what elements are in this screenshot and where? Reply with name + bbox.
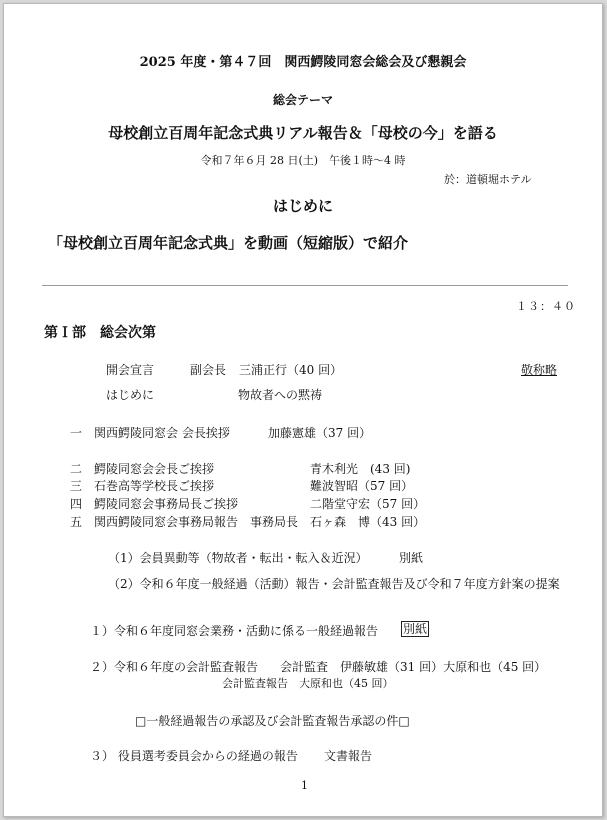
honorific-note: 敬称略	[521, 363, 558, 377]
document-heading: 2025 年度・第４７回 関西鰐陵同窓会総会及び懇親会	[139, 55, 467, 70]
part-title: 第Ｉ部 総会次第	[44, 325, 156, 341]
report-2-auditors: 会計監査 伊藤敏雄（31 回）大原和也（45 回）	[280, 660, 547, 674]
time-mark: １３：４０	[516, 300, 576, 313]
item-name: 青木利光 (43 回)	[310, 462, 411, 476]
report-2-subline: 会計監査報告 大原和也（45 回）	[222, 677, 394, 690]
item-title: 鰐陵同窓会事務局長ご挨拶	[94, 497, 239, 511]
report-3-note: 文書報告	[324, 749, 373, 763]
report-1-note	[401, 623, 429, 635]
item-name: 加藤憲雄（37 回）	[268, 426, 372, 440]
date-line: 令和７年６月 28 日(土) 午後１時〜4 時	[200, 154, 406, 167]
sub-item-note: 別紙	[399, 551, 424, 565]
sub-item-text: （1）会員異動等（物故者・転出・転入＆近況）	[108, 551, 368, 565]
item-title: 鰐陵同窓会会長ご挨拶	[94, 462, 215, 476]
item-title: 関西鰐陵同窓会事務局報告 事務局長	[94, 515, 299, 529]
item-number: 五	[70, 515, 83, 529]
item-name: 二階堂守宏（57 回）	[310, 497, 426, 511]
report-1-text: １）令和６年度同窓会業務・活動に係る一般経過報告	[90, 624, 379, 638]
opening-name: 三浦正行（40 回）	[239, 363, 343, 377]
item-title: 石巻高等学校長ご挨拶	[94, 479, 215, 493]
page-number: 1	[301, 779, 308, 792]
item-title: 関西鰐陵同窓会 会長挨拶	[94, 426, 230, 440]
item-number: 一	[70, 426, 83, 440]
item-name: 難波智昭（57 回）	[310, 479, 414, 493]
report-3-text: ３） 役員選考委員会からの経過の報告	[90, 749, 298, 763]
approval-line: □一般経過報告の承認及び会計監査報告承認の件□	[135, 714, 410, 728]
intro-row-label: はじめに	[106, 388, 155, 402]
theme-label: 総会テーマ	[272, 93, 333, 107]
intro-row-text: 物故者への黙祷	[238, 388, 323, 402]
opening-role: 副会長	[190, 363, 227, 377]
theme-title: 母校創立百周年記念式典リアル報告＆「母校の今」を語る	[108, 124, 498, 142]
divider	[42, 285, 568, 286]
attachment-tag: 別紙	[403, 622, 428, 636]
intro-text: 「母校創立百周年記念式典」を動画（短縮版）で紹介	[48, 234, 409, 252]
intro-heading: はじめに	[272, 197, 333, 215]
item-number: 四	[70, 497, 83, 511]
opening-label: 開会宣言	[106, 363, 155, 377]
document-page	[3, 3, 603, 817]
sub-item-text: （2）令和６年度一般経過（活動）報告・会計監査報告及び令和７年度方針案の提案	[108, 577, 560, 591]
item-number: 二	[70, 462, 83, 476]
venue: 於：道頓堀ホテル	[444, 173, 532, 186]
report-2-text: ２）令和６年度の会計監査報告	[90, 660, 259, 674]
item-number: 三	[70, 479, 83, 493]
item-name: 石ヶ森 博（43 回）	[310, 515, 426, 529]
